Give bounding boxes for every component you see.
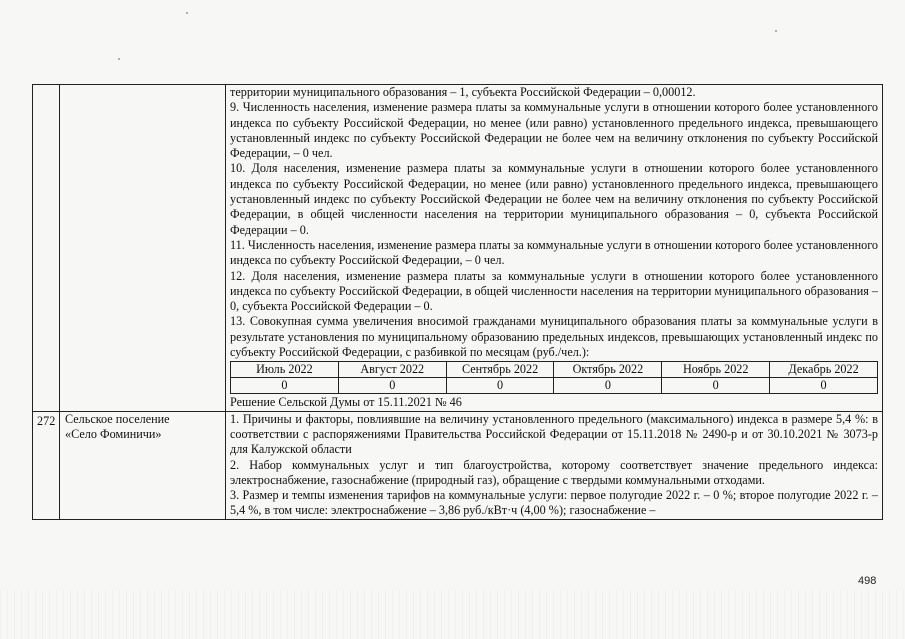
document-table [32, 84, 883, 520]
settlement-name-line2: «Село Фоминичи» [65, 426, 162, 441]
settlement-name-cell [60, 85, 226, 412]
month-header: Август 2022 [338, 362, 446, 378]
item-9: 9. Численность населения, изменение размера платы за коммунальные услуги в отношении которого более установленного индекса по субъекту Российской Федерации, но менее (или равно) установленного предельного индекса, превышающего установленный индекс по субъекту Российской Федерации не более чем на величину отклонения по субъекту Российской Федерации, – 0 чел. [230, 100, 878, 161]
month-value: 0 [662, 378, 770, 394]
table-row-continued [33, 85, 883, 412]
row-text-cell [226, 85, 883, 412]
scan-speck [186, 12, 188, 14]
item-2: 2. Набор коммунальных услуг и тип благоустройства, которому соответствует значение предельного индекса: электроснабжение, газоснабжение (природный газ), обращение с твердыми коммунальными отходами. [230, 457, 878, 487]
item-13: 13. Совокупная сумма увеличения вносимой гражданами муниципального образования платы за коммунальные услуги в результате установления по муниципальному образованию предельных индексов, превышающих установленный индекс по субъекту Российской Федерации, с разбивкой по месяцам (руб./чел.): [230, 314, 878, 360]
month-value: 0 [446, 378, 554, 394]
item-3: 3. Размер и темпы изменения тарифов на коммунальные услуги: первое полугодие 2022 г. – 0 %; второе полугодие 2022 г. – 5,4 %, в том числе: электроснабжение – 3,86 руб./кВт·ч (4,00 %); газоснабжение – [230, 488, 878, 518]
month-header-row [231, 362, 878, 378]
scan-speck [118, 58, 120, 60]
month-value: 0 [770, 378, 878, 394]
item-12: 12. Доля населения, изменение размера платы за коммунальные услуги в отношении которого более установленного индекса по субъекту Российской Федерации, в общей численности населения на территории муниципального образования – 0, субъекта Российской Федерации – 0. [230, 268, 878, 314]
month-value: 0 [554, 378, 662, 394]
table-row-272 [33, 411, 883, 519]
month-value: 0 [338, 378, 446, 394]
month-value: 0 [231, 378, 339, 394]
monthly-sum-table [230, 361, 878, 394]
item-10: 10. Доля населения, изменение размера платы за коммунальные услуги в отношении которого более установленного индекса по субъекту Российской Федерации, но менее (или равно) установленного предельного индекса, превышающего установленный индекс по субъекту Российской Федерации не более чем на величину отклонения по субъекту Российской Федерации, в общей численности населения на территории муниципального образования – 0, субъекта Российской Федерации – 0. [230, 161, 878, 237]
month-header: Декабрь 2022 [770, 362, 878, 378]
row-number: 272 [33, 411, 60, 519]
text-line: территории муниципального образования – 1, субъекта Российской Федерации – 0,00012. [230, 85, 696, 99]
decision-reference: Решение Сельской Думы от 15.11.2021 № 46 [230, 395, 462, 410]
row-text-cell [226, 411, 883, 519]
item-1: 1. Причины и факторы, повлиявшие на величину установленного предельного (максимального) индекса в размере 5,4 %: в соответствии с распоряжениями Правительства Российской Федерации от 15.11.2018 № 2490-р и от 30.10.2021 № 3073-р для Калужской области [230, 411, 878, 457]
scan-noise [0, 590, 905, 639]
month-header: Сентябрь 2022 [446, 362, 554, 378]
settlement-name-line1: Сельское поселение [65, 411, 170, 426]
scan-speck [775, 30, 777, 32]
settlement-name-cell [60, 411, 226, 519]
item-11: 11. Численность населения, изменение размера платы за коммунальные услуги в отношении которого более установленного индекса по субъекту Российской Федерации, – 0 чел. [230, 237, 878, 268]
month-header: Октябрь 2022 [554, 362, 662, 378]
month-header: Ноябрь 2022 [662, 362, 770, 378]
page-number: 498 [858, 575, 877, 587]
month-value-row [231, 378, 878, 394]
row-number-cell [33, 85, 60, 412]
month-header: Июль 2022 [231, 362, 339, 378]
